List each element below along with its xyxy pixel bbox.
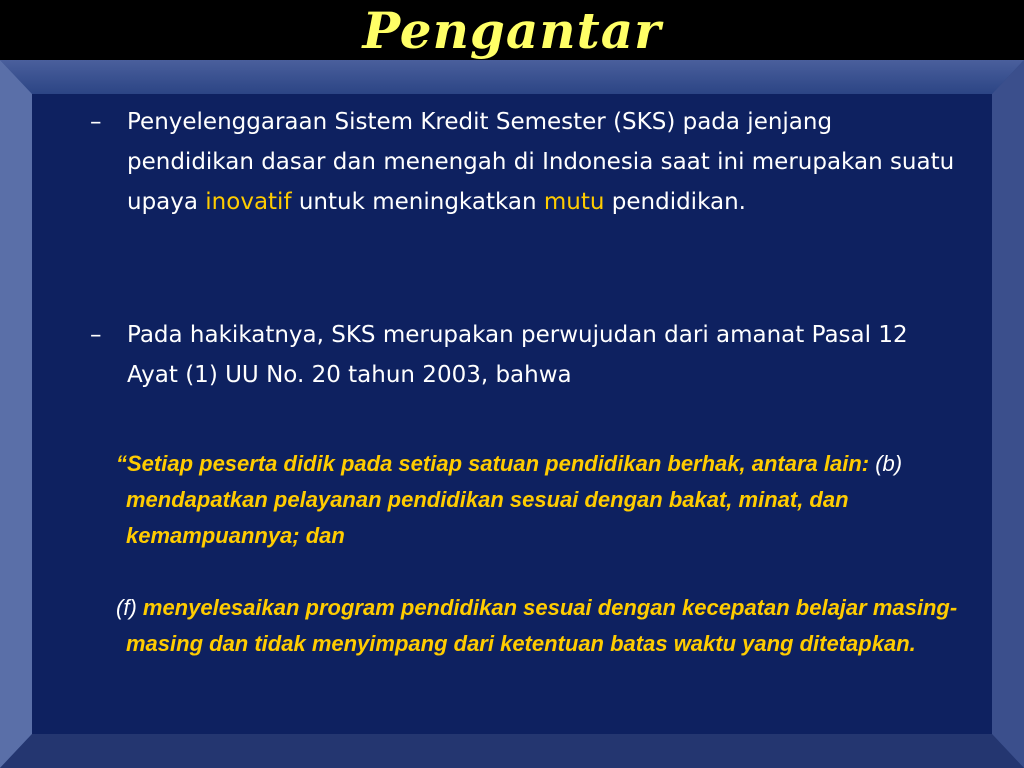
bullet-dash: – (90, 322, 102, 348)
quote-open-mark: “ (116, 451, 127, 476)
quote-marker-f: (f) (116, 595, 137, 620)
slide-title: Pengantar (362, 1, 662, 60)
quote-text: Setiap peserta didik pada setiap satuan pendidikan berhak, antara lain: (127, 451, 876, 476)
highlight-mutu: mutu (543, 189, 605, 215)
slide-content (32, 94, 992, 734)
bullet-text-part: pendidikan. (604, 189, 746, 215)
bullet-dash: – (90, 109, 102, 135)
highlight-inovatif: inovatif (205, 189, 292, 215)
bullet-text-part: Penyelenggaraan Sistem Kredit Semester (SKS) pada jenjang pendidikan dasar dan menengah di Indonesia saat ini merupakan suatu upaya (127, 109, 955, 215)
bullet-text-part: untuk meningkatkan (291, 189, 544, 215)
bullet-text (127, 102, 960, 222)
frame-bevel-bottom (0, 734, 1024, 768)
frame-bevel-top (0, 60, 1024, 94)
quote-paragraph-2 (116, 590, 986, 662)
quote-text: mendapatkan pelayanan pendidikan sesuai dengan bakat, minat, dan kemampuannya; dan (126, 487, 849, 548)
quote-paragraph-1 (116, 446, 986, 554)
quote-marker-b: (b) (875, 451, 903, 476)
bullet-text: Pada hakikatnya, SKS merupakan perwujudan dari amanat Pasal 12 Ayat (1) UU No. 20 tahun 2003, bahwa (127, 322, 908, 388)
bullet-item-2 (90, 315, 960, 395)
content-panel (32, 94, 992, 734)
quote-text: menyelesaikan program pendidikan sesuai dengan kecepatan belajar masing-masing dan tidak menyimpang dari ketentuan batas waktu yang ditetapkan. (126, 595, 958, 656)
frame-bevel-left (0, 60, 34, 768)
slide-frame (0, 60, 1024, 768)
frame-bevel-right (990, 60, 1024, 768)
bullet-item-1 (90, 102, 960, 222)
